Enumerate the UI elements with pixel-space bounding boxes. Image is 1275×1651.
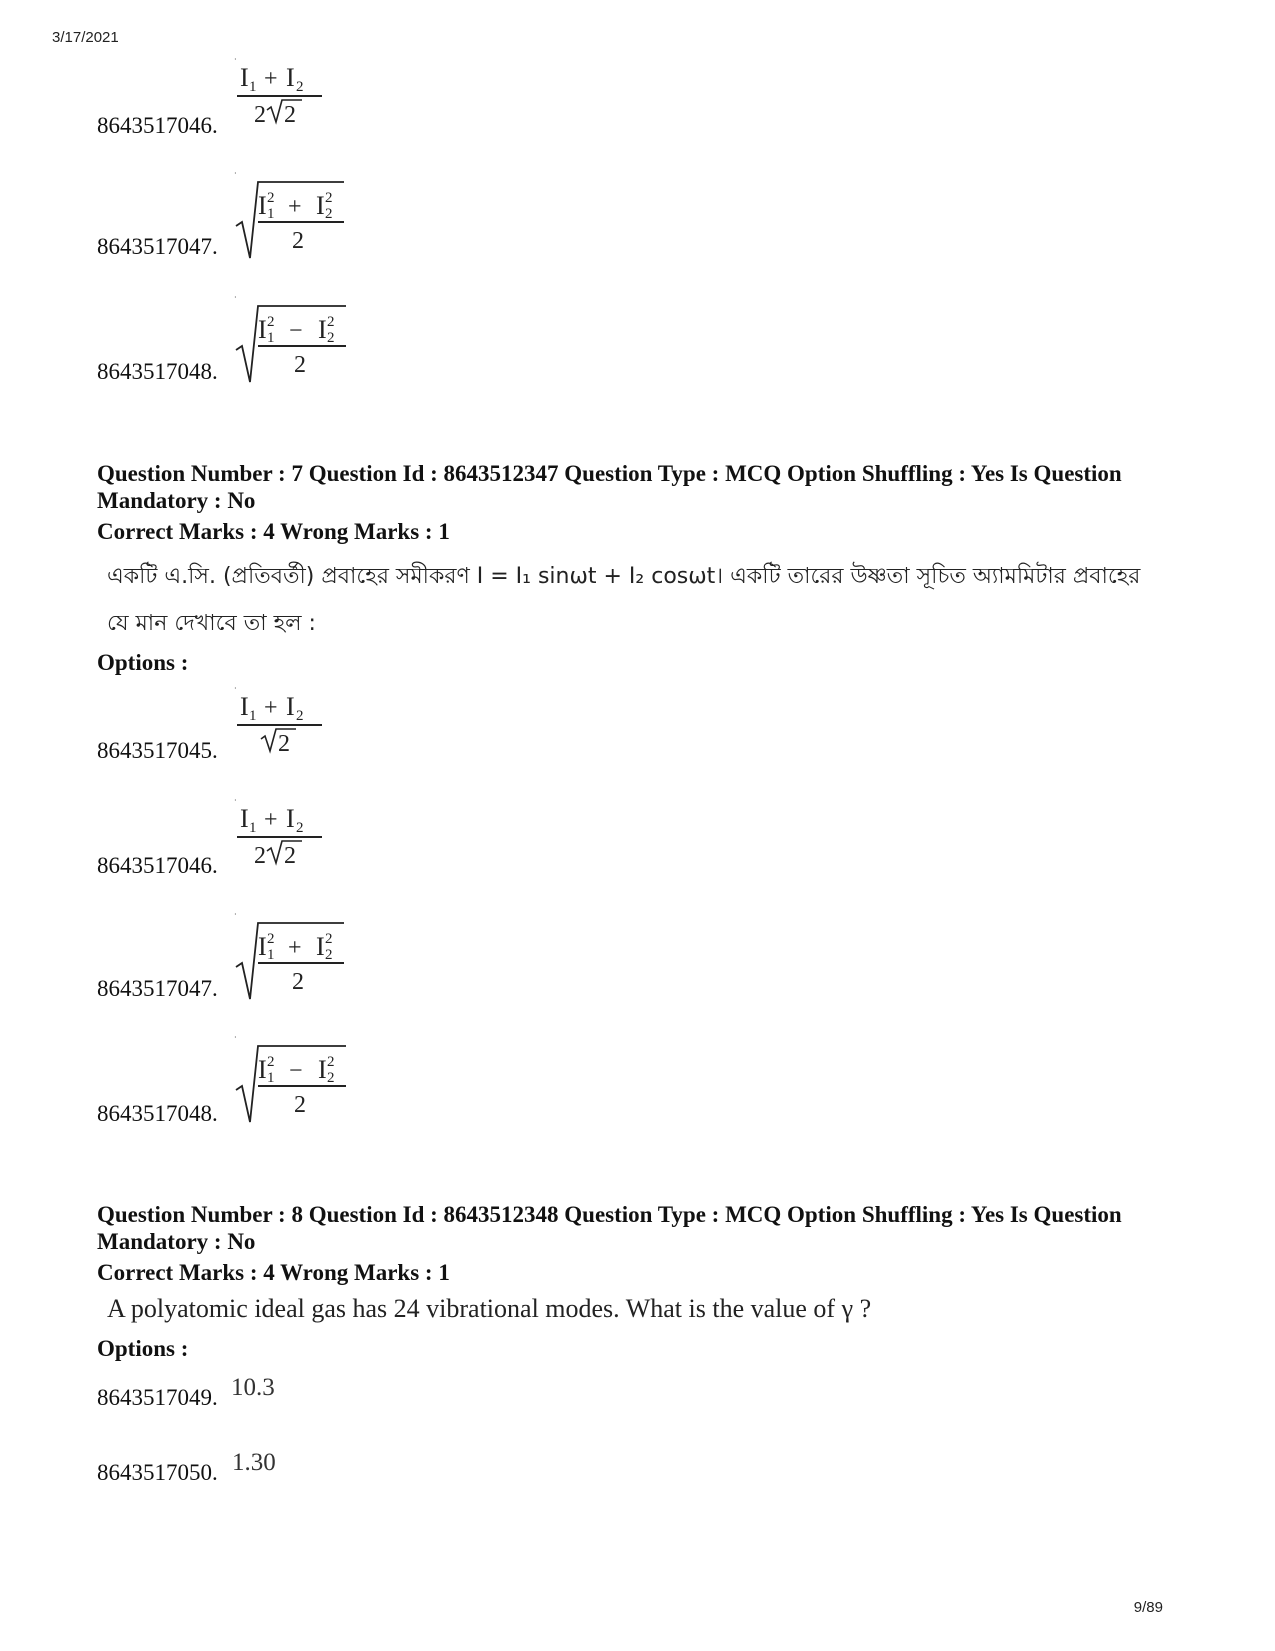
svg-text:I: I bbox=[286, 804, 295, 833]
option-id: 8643517050. bbox=[97, 1460, 218, 1485]
formula-sum-over-2root2 bbox=[234, 796, 334, 874]
svg-text:·: · bbox=[234, 293, 237, 302]
svg-text:I: I bbox=[318, 1055, 327, 1084]
svg-text:2: 2 bbox=[284, 102, 296, 128]
svg-text:I: I bbox=[240, 63, 249, 92]
svg-text:−: − bbox=[289, 1058, 303, 1084]
svg-text:+: + bbox=[288, 935, 302, 961]
svg-text:2: 2 bbox=[325, 931, 333, 947]
svg-text:2: 2 bbox=[254, 102, 266, 128]
svg-text:I: I bbox=[318, 315, 327, 344]
svg-text:·: · bbox=[234, 1033, 237, 1042]
svg-text:+: + bbox=[288, 194, 302, 220]
print-date: 3/17/2021 bbox=[52, 29, 119, 46]
svg-text:1: 1 bbox=[249, 820, 257, 836]
svg-text:I: I bbox=[240, 692, 249, 721]
svg-text:2: 2 bbox=[296, 708, 304, 724]
svg-text:I: I bbox=[316, 932, 325, 961]
svg-text:·: · bbox=[234, 55, 237, 64]
svg-text:+: + bbox=[264, 695, 278, 721]
question-marks: Correct Marks : 4 Wrong Marks : 1 bbox=[97, 1260, 450, 1285]
svg-text:2: 2 bbox=[267, 314, 275, 330]
svg-text:1: 1 bbox=[267, 947, 275, 963]
option-id: 8643517046. bbox=[97, 853, 218, 878]
svg-text:2: 2 bbox=[294, 352, 306, 378]
options-label: Options : bbox=[97, 1336, 189, 1361]
formula-sum-over-2root2 bbox=[234, 55, 334, 133]
svg-text:2: 2 bbox=[327, 314, 335, 330]
svg-text:1: 1 bbox=[249, 79, 257, 95]
question-header: Question Number : 7 Question Id : 8643512347 Question Type : MCQ Option Shuffling : Yes Is Question Mandatory : No bbox=[97, 461, 1122, 513]
svg-text:2: 2 bbox=[278, 731, 290, 757]
svg-text:·: · bbox=[234, 684, 237, 693]
svg-text:2: 2 bbox=[292, 969, 304, 995]
svg-text:2: 2 bbox=[325, 206, 333, 222]
svg-text:I: I bbox=[286, 63, 295, 92]
option-id: 8643517049. bbox=[97, 1385, 218, 1410]
svg-text:I: I bbox=[258, 932, 267, 961]
svg-text:1: 1 bbox=[267, 206, 275, 222]
svg-text:·: · bbox=[234, 796, 237, 805]
option-id: 8643517047. bbox=[97, 976, 218, 1001]
svg-text:2: 2 bbox=[267, 190, 275, 206]
svg-text:2: 2 bbox=[267, 931, 275, 947]
svg-text:I: I bbox=[258, 191, 267, 220]
svg-text:·: · bbox=[234, 910, 237, 919]
option-id: 8643517046. bbox=[97, 113, 218, 138]
svg-text:I: I bbox=[258, 315, 267, 344]
formula-rms-diff bbox=[234, 293, 354, 391]
svg-text:·: · bbox=[234, 169, 237, 178]
svg-text:2: 2 bbox=[284, 843, 296, 869]
option-value: 10.3 bbox=[231, 1374, 275, 1401]
page-number: 9/89 bbox=[1133, 1599, 1163, 1616]
formula-rms-sum bbox=[234, 169, 354, 267]
svg-text:2: 2 bbox=[292, 228, 304, 254]
option-id: 8643517048. bbox=[97, 1101, 218, 1126]
svg-text:2: 2 bbox=[325, 947, 333, 963]
svg-text:2: 2 bbox=[327, 1070, 335, 1086]
svg-text:−: − bbox=[289, 318, 303, 344]
svg-text:2: 2 bbox=[296, 820, 304, 836]
question-marks: Correct Marks : 4 Wrong Marks : 1 bbox=[97, 519, 450, 544]
svg-text:2: 2 bbox=[296, 79, 304, 95]
option-id: 8643517047. bbox=[97, 234, 218, 259]
svg-text:2: 2 bbox=[327, 330, 335, 346]
svg-text:2: 2 bbox=[267, 1054, 275, 1070]
question-header: Question Number : 8 Question Id : 8643512348 Question Type : MCQ Option Shuffling : Yes Is Question Mandatory : No bbox=[97, 1202, 1122, 1254]
svg-text:+: + bbox=[264, 807, 278, 833]
svg-text:I: I bbox=[240, 804, 249, 833]
option-value: 1.30 bbox=[232, 1449, 276, 1476]
svg-text:I: I bbox=[286, 692, 295, 721]
svg-text:I: I bbox=[258, 1055, 267, 1084]
svg-text:+: + bbox=[264, 66, 278, 92]
options-label: Options : bbox=[97, 650, 189, 675]
option-id: 8643517045. bbox=[97, 738, 218, 763]
svg-text:1: 1 bbox=[267, 330, 275, 346]
question-text: A polyatomic ideal gas has 24 vibrational modes. What is the value of γ ? bbox=[107, 1294, 872, 1323]
formula-sum-over-root2 bbox=[234, 684, 334, 762]
svg-text:2: 2 bbox=[325, 190, 333, 206]
option-id: 8643517048. bbox=[97, 359, 218, 384]
svg-text:1: 1 bbox=[249, 708, 257, 724]
question-text-line1: একটি এ.সি. (প্রতিবর্তী) প্রবাহের সমীকরণ I = I₁ sinωt + I₂ cosωt। একটি তারের উষ্ণতা সূচিত অ্যামমিটার প্রবাহের bbox=[107, 564, 1141, 589]
svg-text:1: 1 bbox=[267, 1070, 275, 1086]
formula-rms-diff bbox=[234, 1033, 354, 1131]
question-text-line2: যে মান দেখাবে তা হল : bbox=[107, 611, 316, 636]
svg-text:I: I bbox=[316, 191, 325, 220]
svg-text:2: 2 bbox=[294, 1092, 306, 1118]
svg-text:2: 2 bbox=[327, 1054, 335, 1070]
formula-rms-sum bbox=[234, 910, 354, 1008]
svg-text:2: 2 bbox=[254, 843, 266, 869]
